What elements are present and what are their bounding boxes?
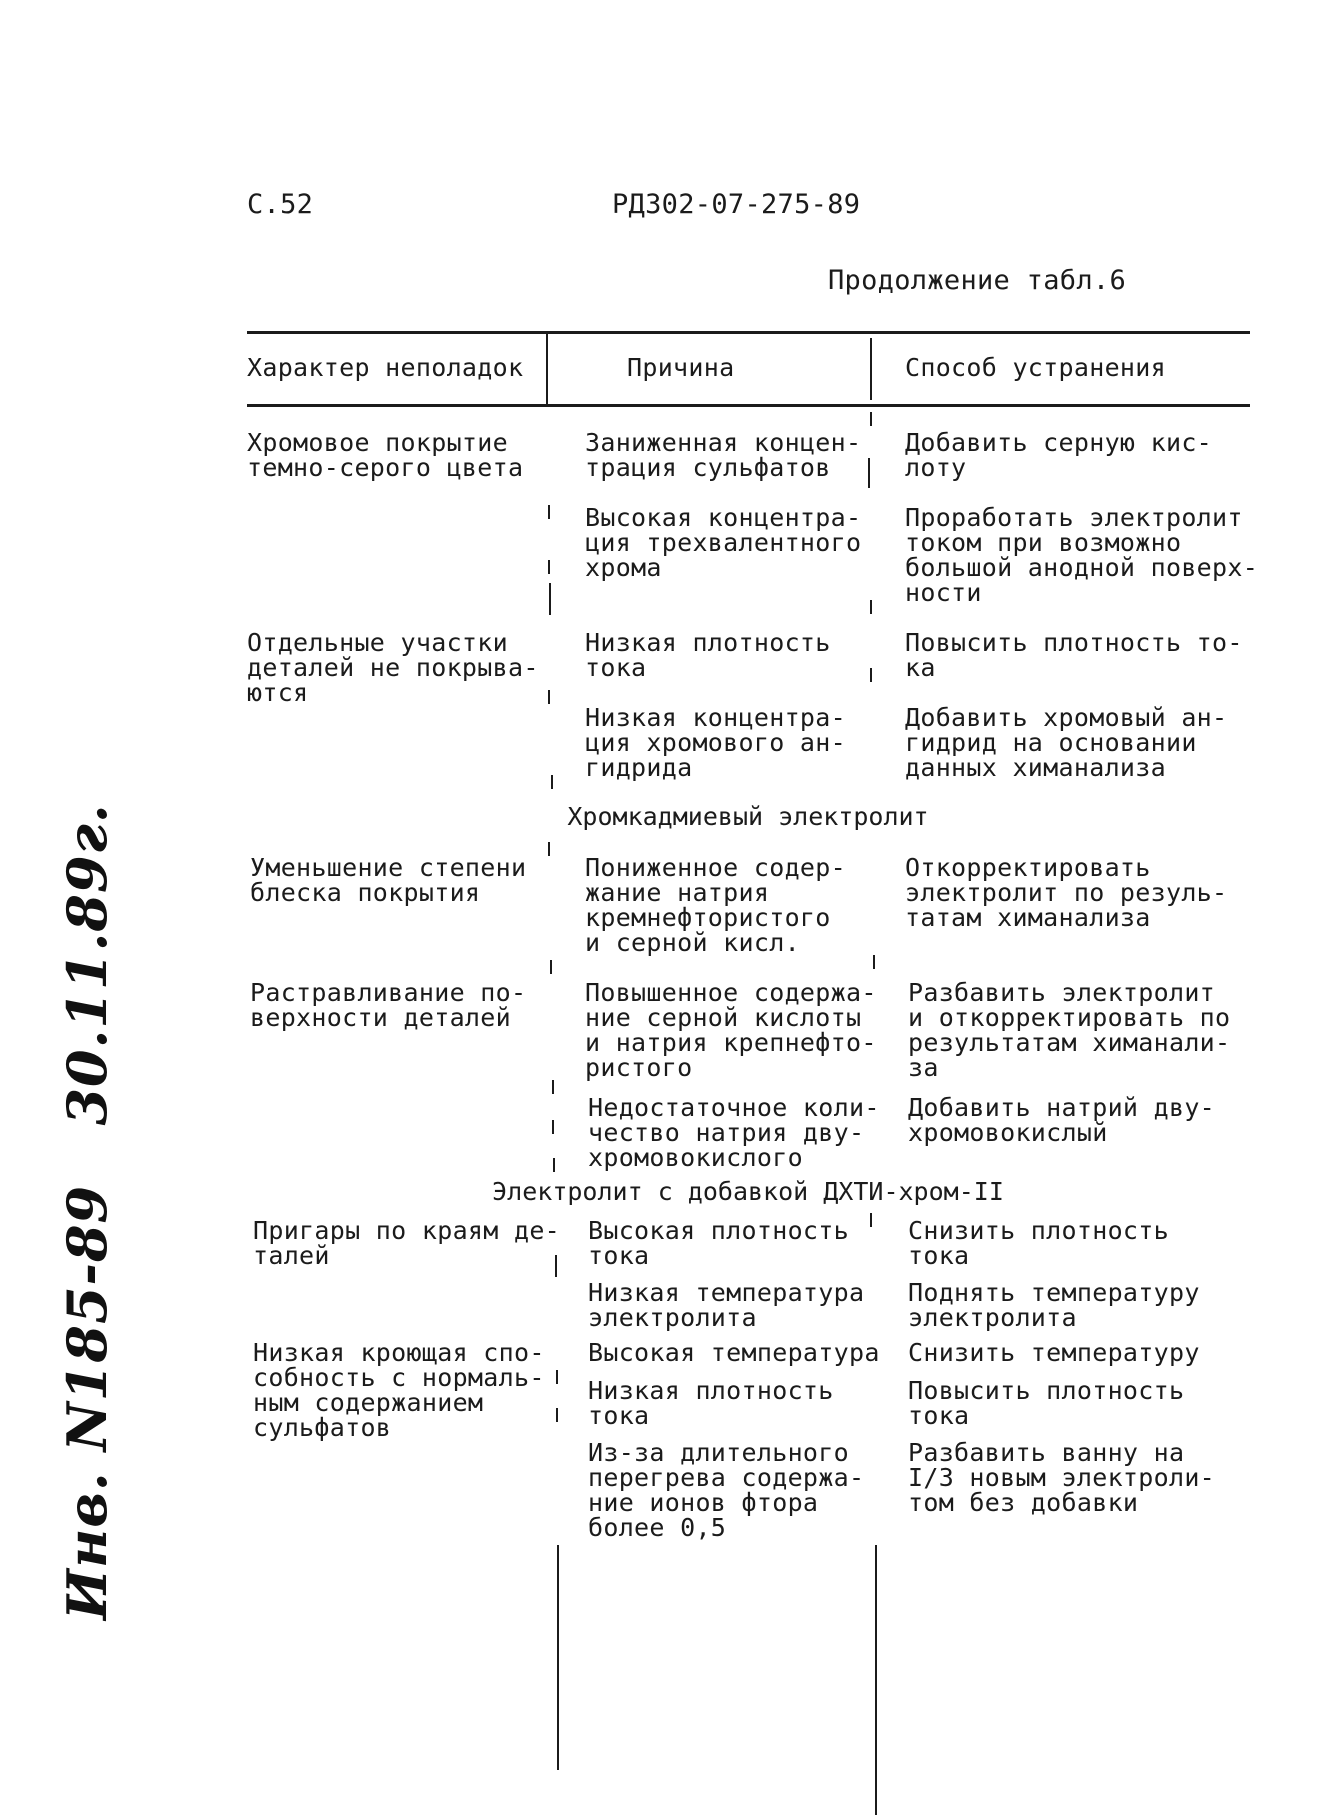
section-title: Хромкадмиевый электролит [567, 802, 929, 831]
table-row: Заниженная концен- трация сульфатов [585, 428, 862, 482]
divider-mark [870, 412, 872, 426]
divider-mark [548, 560, 550, 574]
table-row: Высокая плотность тока [588, 1216, 849, 1270]
table-row: Повысить плотность тока [908, 1376, 1185, 1430]
divider-mark [556, 1408, 558, 1422]
page-number: С.52 [247, 189, 314, 220]
table-row: Отдельные участки деталей не покрыва- ются [247, 628, 539, 707]
table-row: Снизить температуру [908, 1338, 1200, 1367]
table-row: Высокая концентра- ция трехвалентного хрома [585, 503, 862, 582]
table-row: Пониженное содер- жание натрия кремнефтористого и серной кисл. [585, 853, 846, 957]
document-code: РД302-07-275-89 [612, 189, 861, 220]
divider-mark [870, 668, 872, 682]
divider-mark [870, 1213, 872, 1227]
table-row: Низкая плотность тока [588, 1376, 834, 1430]
divider-mark [549, 583, 551, 615]
divider-mark [868, 458, 870, 488]
table-row: Проработать электролит током при возможно большой анодной поверх- ности [905, 503, 1259, 607]
divider-mark [870, 600, 872, 614]
table-row: Откорректировать электролит по резуль- татам химанализа [905, 853, 1228, 932]
table-row: Низкая плотность тока [585, 628, 831, 682]
column-divider-2 [870, 338, 872, 400]
table-row: Добавить хромовый ан- гидрид на основании данных химанализа [905, 703, 1228, 782]
table-row: Поднять температуру электролита [908, 1278, 1200, 1332]
inventory-stamp: Инв. N185-89 30.11.89г. [55, 803, 119, 1620]
divider-mark [548, 505, 550, 519]
table-row: Хромовое покрытие темно-серого цвета [247, 428, 524, 482]
column-divider-2-tail [875, 1545, 877, 1815]
table-continuation-label: Продолжение табл.6 [828, 265, 1126, 296]
table-row: Повышенное содержа- ние серной кислоты и натрия крепнефто- ристого [585, 978, 877, 1082]
table-row: Из-за длительного перегрева содержа- ние ионов фтора более 0,5 [588, 1438, 865, 1542]
table-row: Добавить натрий дву- хромовокислый [908, 1093, 1216, 1147]
column-header-remedy: Способ устранения [905, 353, 1166, 382]
table-row: Разбавить ванну на I/3 новым электроли- том без добавки [908, 1438, 1216, 1517]
divider-mark [873, 955, 875, 969]
divider-mark [550, 960, 552, 974]
column-header-cause: Причина [627, 353, 735, 382]
divider-mark [548, 842, 550, 856]
table-row: Низкая температура электролита [588, 1278, 865, 1332]
table-row: Уменьшение степени блеска покрытия [250, 853, 527, 907]
table-row: Добавить серную кис- лоту [905, 428, 1213, 482]
column-divider-1-tail [557, 1545, 559, 1770]
table-row: Пригары по краям де- талей [253, 1216, 561, 1270]
table-row: Низкая концентра- ция хромового ан- гидрида [585, 703, 846, 782]
divider-mark [553, 1158, 555, 1172]
divider-mark [552, 1120, 554, 1134]
table-header-rule [247, 404, 1250, 407]
table-row: Растравливание по- верхности деталей [250, 978, 527, 1032]
table-row: Разбавить электролит и откорректировать по результатам химанали- за [908, 978, 1231, 1082]
divider-mark [548, 690, 550, 704]
divider-mark [552, 1080, 554, 1094]
table-row: Снизить плотность тока [908, 1216, 1169, 1270]
table-row: Повысить плотность то- ка [905, 628, 1243, 682]
divider-mark [556, 1370, 558, 1384]
section-title: Электролит с добавкой ДХТИ-хром-II [492, 1177, 1004, 1206]
table-row: Высокая температура [588, 1338, 880, 1367]
table-row: Низкая кроющая спо- собность с нормаль- ным содержанием сульфатов [253, 1338, 545, 1442]
divider-mark [551, 775, 553, 789]
table-row: Недостаточное коли- чество натрия дву- хромовокислого [588, 1093, 880, 1172]
table-top-rule [247, 331, 1250, 334]
divider-mark [555, 1255, 557, 1277]
column-divider-1 [546, 331, 548, 407]
column-header-problem: Характер неполадок [247, 353, 524, 382]
